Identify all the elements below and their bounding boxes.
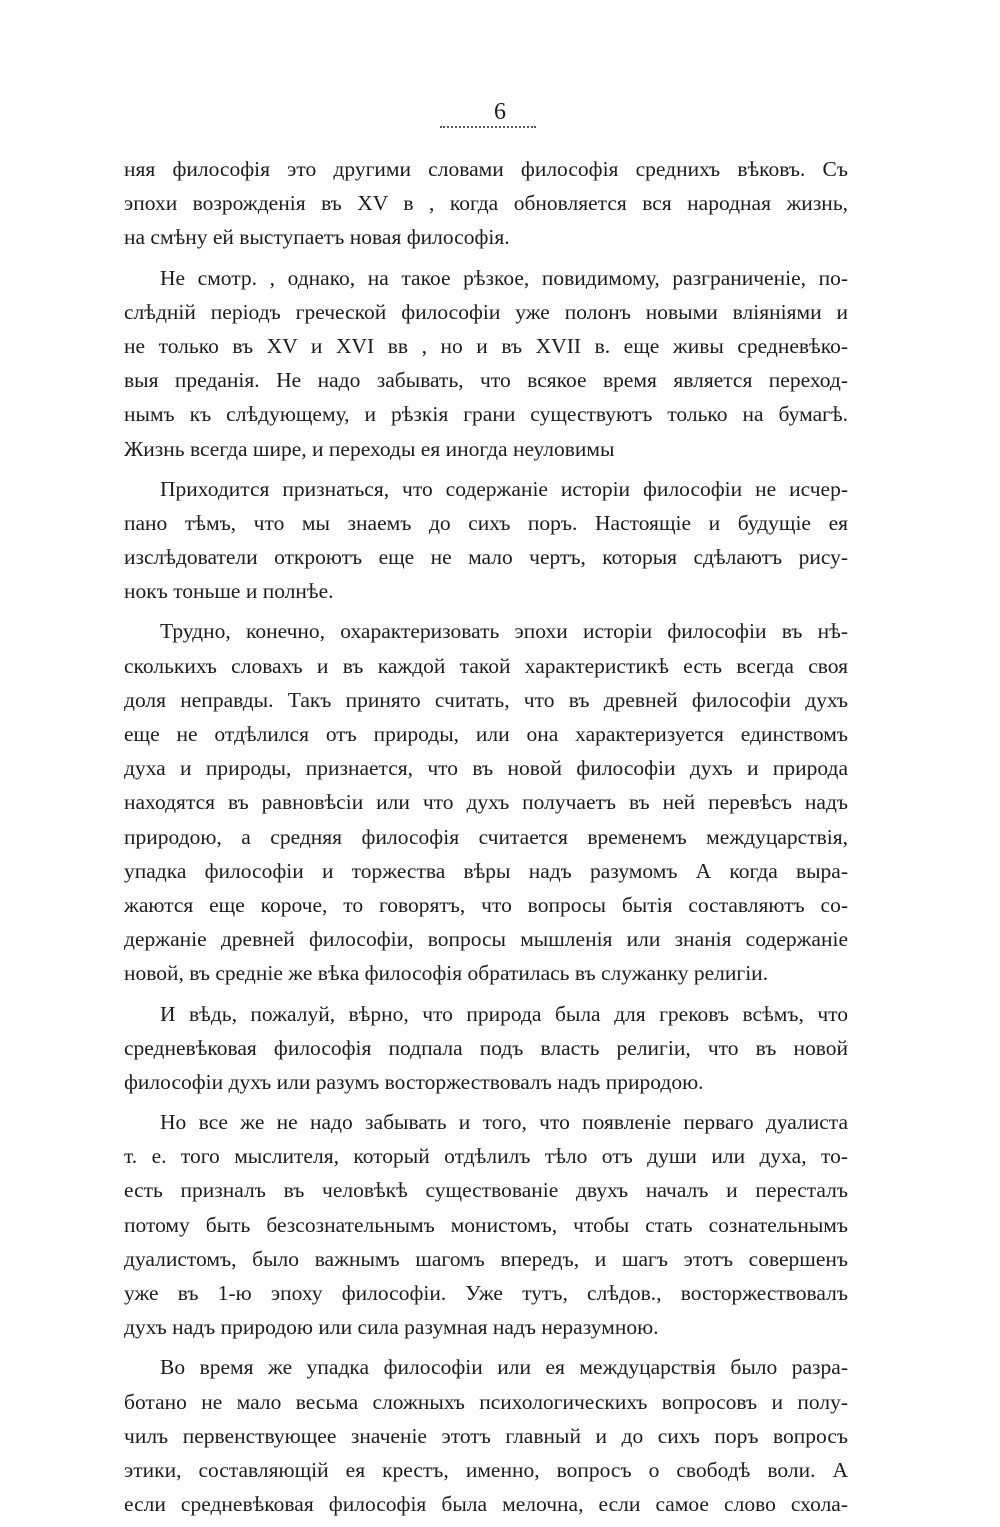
text-line: няя философія это другими словами философія среднихъ вѣковъ. Съ <box>124 157 848 181</box>
text-line: есть призналъ въ человѣкѣ существованіе двухъ началъ и пересталъ <box>124 1178 848 1203</box>
text-line: философіи духъ или разумъ восторжествовалъ надъ природою. <box>124 1069 704 1094</box>
text-line: если средневѣковая философія была мелочна, если самое слово схола- <box>124 1492 848 1517</box>
paragraph-3 <box>124 472 848 609</box>
text-line: Не смотр. , однако, на такое рѣзкое, повидимому, разграниченіе, по- <box>160 265 848 290</box>
text-line: нымъ къ слѣдующему, и рѣзкія грани существуютъ только на бумагѣ. <box>124 402 848 427</box>
text-line: доля неправды. Такъ принято считать, что въ древней философіи духъ <box>124 687 848 712</box>
text-line: эпохи возрожденія въ XV в , когда обновляется вся народная жизнь, <box>124 191 848 216</box>
paragraph-5 <box>124 997 848 1100</box>
body-text <box>124 152 848 1527</box>
text-line: этики, составляющій ея крестъ, именно, вопросъ о свободѣ воли. А <box>124 1457 848 1482</box>
text-line: Трудно, конечно, охарактеризовать эпохи исторіи философіи въ нѣ- <box>160 619 848 644</box>
text-line: жаются еще короче, то говорятъ, что вопросы бытія составляютъ со- <box>124 892 848 917</box>
text-line: нокъ тоньше и полнѣе. <box>124 579 334 604</box>
paragraph-6 <box>124 1105 848 1344</box>
text-line: уже въ 1-ю эпоху философіи. Уже тутъ, слѣдов., восторжествовалъ <box>124 1281 848 1305</box>
text-line: Жизнь всегда шире, и переходы ея иногда неуловимы <box>124 436 615 461</box>
paragraph-2 <box>124 261 848 466</box>
paragraph-4 <box>124 614 848 990</box>
paragraph-7 <box>124 1350 848 1521</box>
text-line: сколькихъ словахъ и въ каждой такой характеристикѣ есть всегда своя <box>124 653 848 678</box>
text-line: потому быть безсознательнымъ монистомъ, чтобы стать сознательнымъ <box>124 1212 848 1237</box>
text-line: духа и природы, признается, что въ новой философіи духъ и природа <box>124 756 848 781</box>
text-line: Приходится признаться, что содержаніе исторіи философіи не исчер- <box>160 476 848 501</box>
text-line: дуалистомъ, было важнымъ шагомъ впередъ, и шагъ этотъ совершенъ <box>124 1246 848 1271</box>
text-line: упадка философіи и торжества вѣры надъ разумомъ А когда выра- <box>124 858 848 883</box>
text-line: Во время же упадка философіи или ея междуцарствія было разра- <box>160 1355 848 1380</box>
text-line: И вѣдь, пожалуй, вѣрно, что природа была для грековъ всѣмъ, что <box>160 1001 848 1026</box>
text-line: держаніе древней философіи, вопросы мышленія или знанія содержаніе <box>124 927 848 952</box>
text-line: выя преданія. Не надо забывать, что всякое время является переход- <box>124 368 848 393</box>
page-number: 6 <box>494 99 506 125</box>
text-line: чилъ первенствующее значеніе этотъ главный и до сихъ поръ вопросъ <box>124 1423 848 1448</box>
text-line: духъ надъ природою или сила разумная надъ неразумною. <box>124 1315 659 1340</box>
page-number-rule <box>440 126 536 128</box>
text-line: пано тѣмъ, что мы знаемъ до сихъ поръ. Настоящіе и будущіе ея <box>124 510 848 535</box>
text-line: не только въ XV и XVI вв , но и въ XVII в. еще живы средневѣко- <box>124 333 848 358</box>
text-line: Но все же не надо забывать и того, что появленіе перваго дуалиста <box>160 1110 848 1135</box>
text-line: находятся въ равновѣсіи или что духъ получаетъ въ ней перевѣсъ надъ <box>124 790 848 815</box>
text-line: слѣдній періодъ греческой философіи уже полонъ новыми вліяніями и <box>124 299 848 324</box>
text-line: ботано не мало весьма сложныхъ психологическихъ вопросовъ и полу- <box>124 1389 848 1414</box>
text-line: еще не отдѣлился отъ природы, или она характеризуется единствомъ <box>124 722 848 746</box>
text-line: новой, въ средніе же вѣка философія обратилась въ служанку религіи. <box>124 961 769 986</box>
text-line: средневѣковая философія подпала подъ власть религіи, что въ новой <box>124 1035 848 1060</box>
paragraph-1 <box>124 152 848 255</box>
text-line: природою, а средняя философія считается временемъ междуцарствія, <box>124 824 848 849</box>
text-line: т. е. того мыслителя, который отдѣлилъ тѣло отъ души или духа, то- <box>124 1144 848 1169</box>
text-line: изслѣдователи откроютъ еще не мало чертъ, которыя сдѣлаютъ рису- <box>124 545 848 570</box>
text-line: на смѣну ей выступаетъ новая философія. <box>124 225 510 250</box>
